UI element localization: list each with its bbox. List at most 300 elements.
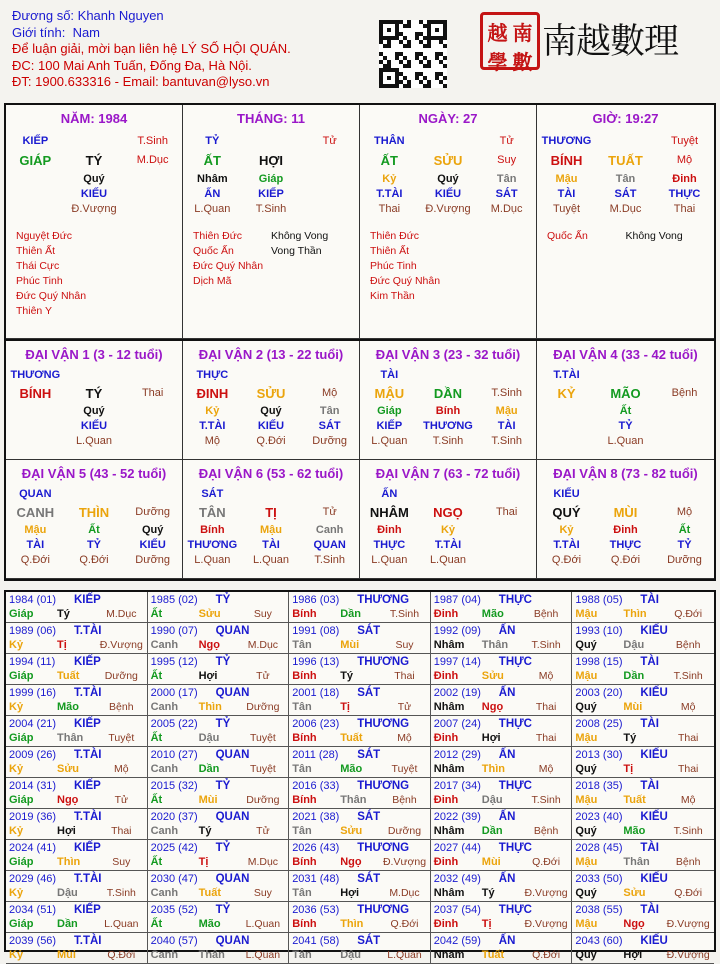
year-label: 1986 (03) (292, 594, 340, 606)
earthly-branch: HỢI (258, 153, 284, 168)
year-branch: Tuất (198, 887, 221, 899)
year-state: M.Dục (389, 887, 420, 899)
year-cell (6, 778, 148, 809)
year-state: Tuyệt (391, 763, 418, 775)
hidden-stem: Tân (615, 173, 636, 185)
year-bottom-row (292, 607, 427, 621)
year-label: 2020 (37) (150, 811, 198, 823)
hidden-state-row (537, 434, 714, 449)
year-branch: Thìn (481, 763, 506, 775)
year-cell (6, 871, 148, 902)
year-top-row (9, 655, 144, 669)
spirit-star: Phúc Tinh (370, 260, 417, 272)
year-cell (148, 902, 290, 933)
heavenly-stem: ẤT (203, 153, 221, 168)
year-branch: Thân (481, 639, 509, 651)
year-branch: Tị (57, 639, 67, 651)
hidden-state: L.Quan (194, 554, 231, 566)
dai-van-cell (360, 341, 537, 460)
year-state: Thai (535, 701, 557, 713)
year-label: 2023 (40) (575, 811, 623, 823)
year-bottom-row (434, 886, 569, 900)
year-bottom-row (9, 638, 144, 652)
year-cell (431, 747, 573, 778)
pillar-state: Suy (497, 154, 517, 166)
year-label: 1994 (11) (9, 656, 56, 668)
dai-van-title: ĐẠI VẬN 2 (13 - 22 tuổi) (198, 347, 344, 362)
year-top-row (9, 748, 144, 762)
year-top-row (434, 934, 569, 948)
year-top-row (575, 903, 711, 917)
year-branch: Dần (623, 670, 645, 682)
hidden-state: T.Sinh (491, 435, 522, 447)
year-ten-god: TỶ (215, 594, 231, 606)
year-stem: Tân (292, 639, 312, 651)
year-ten-god: THƯƠNG (357, 594, 410, 606)
year-state: Bệnh (675, 856, 701, 868)
year-label: 2029 (46) (9, 873, 57, 885)
hidden-stem (123, 172, 182, 187)
year-bottom-row (434, 638, 569, 652)
year-stem: Tân (292, 949, 312, 961)
hidden-state: L.Quan (252, 554, 290, 566)
year-stem: Bính (292, 794, 317, 806)
year-ten-god: THỰC (498, 656, 532, 668)
year-top-row (292, 903, 427, 917)
year-label: 2016 (33) (292, 780, 340, 792)
spirit-stars (360, 229, 536, 304)
hidden-ten-god: T.TÀI (199, 420, 226, 432)
year-cell (431, 623, 573, 654)
hidden-ten-god: SÁT (495, 188, 518, 200)
spirit-star: Vong Thần (271, 245, 322, 257)
spirit-stars-right (448, 229, 526, 304)
year-state: Dưỡng (387, 825, 422, 837)
hidden-stem: Đinh (672, 173, 697, 185)
year-ten-god: T.TÀI (74, 687, 102, 699)
hidden-ten-god: T.TÀI (553, 539, 580, 551)
year-branch: Mão (340, 763, 363, 775)
hidden-state-row (360, 434, 536, 449)
hidden-gods-row (360, 419, 536, 434)
year-ten-god: TỶ (215, 842, 231, 854)
year-bottom-row (575, 700, 711, 714)
hidden-stems-row (537, 172, 714, 187)
hidden-ten-god: QUAN (313, 539, 346, 551)
hidden-state: T.Sinh (255, 203, 287, 215)
hidden-state: L.Quan (429, 554, 467, 566)
year-bottom-row (9, 762, 144, 776)
dai-van-cell (183, 460, 360, 579)
year-ten-god: ẤN (498, 873, 516, 885)
year-label: 1991 (08) (292, 625, 340, 637)
year-state: T.Sinh (389, 608, 420, 620)
year-stem: Bính (292, 856, 317, 868)
spirit-stars (183, 229, 359, 289)
year-ten-god: THƯƠNG (357, 904, 410, 916)
dai-van-can-chi-row (6, 503, 182, 522)
year-state: Đ.Vượng (99, 639, 143, 651)
hidden-ten-god: KIẾU (80, 420, 108, 432)
spirit-stars-left (547, 229, 626, 244)
hidden-stem: Canh (315, 524, 344, 536)
year-cell (289, 623, 431, 654)
year-stem: Nhâm (433, 763, 465, 775)
year-state: Mộ (397, 732, 412, 744)
dai-van-can-chi-row (360, 503, 536, 522)
year-bottom-row (151, 824, 286, 838)
hidden-stem: Giáp (258, 173, 284, 185)
year-bottom-row (9, 700, 144, 714)
dai-van-cell (183, 341, 360, 460)
year-stem: Nhâm (433, 887, 465, 899)
year-cell (148, 685, 290, 716)
year-bottom-row (9, 607, 144, 621)
year-state: Q.Đới (674, 887, 703, 899)
hidden-ten-god: THỰC (373, 539, 406, 551)
pillar-star-right: Tử (322, 135, 337, 147)
year-branch: Sửu (198, 608, 221, 620)
year-ten-god: KIẾU (640, 935, 668, 947)
year-branch: Mão (481, 608, 504, 620)
heavenly-stem: BÍNH (19, 386, 52, 401)
year-branch: Tuất (57, 670, 80, 682)
spirit-star: Phúc Tinh (16, 275, 63, 287)
year-state: Đ.Vượng (666, 918, 710, 930)
year-stem: Quý (575, 949, 597, 961)
year-label: 2038 (55) (575, 904, 623, 916)
year-top-row (575, 872, 711, 886)
year-top-row (292, 593, 427, 607)
year-cell (148, 654, 290, 685)
year-bottom-row (151, 638, 286, 652)
year-ten-god: SÁT (357, 749, 381, 761)
year-state: Q.Đới (532, 949, 561, 961)
year-cell (289, 716, 431, 747)
hidden-state-row (6, 434, 182, 449)
hidden-state: Q.Đới (256, 435, 286, 447)
hidden-state (123, 202, 182, 217)
dai-van-ten-god: THƯƠNG (10, 369, 61, 381)
year-stem: Canh (150, 701, 179, 713)
year-top-row (292, 779, 427, 793)
hidden-gods-row (183, 187, 359, 202)
year-label: 2010 (27) (150, 749, 198, 761)
year-state: Tử (397, 701, 412, 713)
year-bottom-row (434, 855, 569, 869)
year-stem: Giáp (9, 670, 34, 682)
earthly-branch: MÃO (610, 386, 641, 401)
dai-van-state: Thai (495, 506, 518, 518)
dai-van-title: ĐẠI VẬN 6 (53 - 62 tuổi) (198, 466, 344, 481)
year-ten-god: KIẾU (640, 749, 668, 761)
year-bottom-row (575, 638, 711, 652)
dai-van-cell (6, 460, 183, 579)
year-cell (148, 592, 290, 623)
year-branch: Thân (340, 794, 367, 806)
year-label: 1985 (02) (150, 594, 198, 606)
yearly-luck-table (4, 590, 716, 961)
heavenly-stem: CANH (16, 505, 55, 520)
year-ten-god: THỰC (498, 904, 532, 916)
year-ten-god: KIẾU (640, 687, 668, 699)
year-ten-god: QUAN (215, 935, 250, 947)
year-cell (431, 716, 573, 747)
hidden-stem (655, 404, 714, 419)
year-bottom-row (9, 731, 144, 745)
year-branch: Thìn (340, 918, 364, 930)
pillar-ten-god: TỶ (205, 135, 220, 147)
year-stem: Giáp (9, 918, 34, 930)
dai-van-board (4, 341, 716, 581)
year-branch: Dần (481, 825, 503, 837)
year-stem: Mậu (575, 608, 598, 620)
year-cell (289, 840, 431, 871)
year-state: Suy (253, 887, 272, 899)
year-state: Tuyệt (249, 732, 276, 744)
year-state: Đ.Vượng (382, 856, 427, 868)
hidden-state: T.Sinh (314, 554, 345, 566)
dai-van-can-chi-row (183, 503, 359, 522)
year-label: 2034 (51) (9, 904, 57, 916)
heavenly-stem: ĐINH (196, 386, 229, 401)
pillar-cell (537, 105, 714, 339)
hidden-state (477, 553, 536, 568)
year-label: 2035 (52) (150, 904, 198, 916)
year-top-row (575, 655, 711, 669)
year-bottom-row (434, 793, 569, 807)
dai-van-ten-god: KIẾU (553, 488, 580, 500)
year-ten-god: T.TÀI (74, 873, 102, 885)
dai-van-star-row (360, 487, 536, 502)
heavenly-stem: GIÁP (19, 153, 52, 168)
year-stem: Canh (150, 825, 179, 837)
hidden-ten-god: KIẾU (80, 188, 108, 200)
year-label: 2001 (18) (292, 687, 340, 699)
year-ten-god: ẤN (498, 625, 516, 637)
year-bottom-row (434, 669, 569, 683)
year-label: 2017 (34) (433, 780, 481, 792)
pillar-cell (6, 105, 183, 339)
year-branch: Tị (198, 856, 209, 868)
earthly-branch: DẦN (433, 386, 463, 401)
year-top-row (434, 686, 569, 700)
year-bottom-row (575, 855, 711, 869)
pillar-star-row (537, 134, 714, 149)
year-branch: Dậu (198, 732, 220, 744)
year-top-row (434, 779, 569, 793)
year-stem: Mậu (575, 856, 598, 868)
year-stem: Đinh (433, 732, 459, 744)
year-stem: Quý (575, 887, 597, 899)
dai-van-star-row (183, 368, 359, 383)
earthly-branch: TÝ (85, 386, 103, 401)
year-state: L.Quan (387, 949, 422, 961)
hidden-state: L.Quan (194, 203, 231, 215)
year-ten-god: KIẾP (74, 904, 101, 916)
year-ten-god: THỰC (498, 594, 532, 606)
dai-van-state: Tử (322, 506, 337, 518)
year-bottom-row (151, 731, 286, 745)
hidden-state: Đ.Vượng (71, 203, 117, 215)
year-state: L.Quan (245, 949, 281, 961)
year-cell (572, 716, 714, 747)
dai-van-star-row (6, 368, 182, 383)
hidden-stem (300, 172, 359, 187)
year-top-row (575, 624, 711, 638)
year-ten-god: KIẾP (74, 718, 101, 730)
hidden-state (123, 434, 182, 449)
hidden-state: Dưỡng (667, 554, 702, 566)
year-stem: Tân (292, 887, 312, 899)
earthly-branch: SỬU (433, 153, 463, 168)
year-bottom-row (292, 886, 427, 900)
year-branch: Hợi (57, 825, 76, 837)
year-cell (289, 809, 431, 840)
spirit-star: Thiên Ất (370, 245, 410, 257)
hidden-stems-row (360, 172, 536, 187)
year-branch: Dậu (57, 887, 78, 899)
year-stem: Bính (292, 670, 317, 682)
year-state: Bệnh (533, 825, 559, 837)
year-bottom-row (575, 731, 711, 745)
year-branch: Mão (198, 918, 221, 930)
pillar-can-chi-row (537, 151, 714, 170)
pillar-star-right: T.Sinh (137, 135, 168, 147)
year-cell (431, 871, 573, 902)
pillar-title: GIỜ: 19:27 (592, 111, 659, 126)
year-label: 1987 (04) (433, 594, 481, 606)
year-top-row (575, 841, 711, 855)
year-label: 2036 (53) (292, 904, 340, 916)
year-stem: Đinh (433, 670, 459, 682)
year-stem: Giáp (9, 732, 34, 744)
year-cell (148, 809, 290, 840)
hidden-gods-row (537, 187, 714, 202)
year-branch: Ngọ (623, 918, 645, 930)
year-top-row (575, 748, 711, 762)
heavenly-stem: QUÝ (552, 505, 581, 520)
year-top-row (9, 903, 144, 917)
year-state: Q.Đới (390, 918, 419, 930)
year-branch: Mùi (481, 856, 501, 868)
hidden-stem: Kỷ (559, 524, 574, 536)
year-cell (148, 716, 290, 747)
year-cell (572, 778, 714, 809)
dai-van-cell (537, 460, 714, 579)
year-ten-god: TÀI (640, 594, 659, 606)
year-label: 2021 (38) (292, 811, 340, 823)
year-stem: Giáp (9, 608, 34, 620)
year-label: 1998 (15) (575, 656, 623, 668)
spirit-star: Thiên Đức (370, 230, 420, 242)
dai-van-cell (537, 341, 714, 460)
year-top-row (151, 686, 286, 700)
year-state: Bệnh (533, 608, 559, 620)
year-cell (148, 933, 290, 964)
year-bottom-row (575, 886, 711, 900)
spirit-star: Thiên Ất (16, 245, 56, 257)
year-bottom-row (292, 917, 427, 931)
hidden-stems-row (6, 172, 182, 187)
year-stem: Bính (292, 732, 317, 744)
year-state: Thai (677, 732, 699, 744)
year-stem: Mậu (575, 732, 598, 744)
year-state: Mộ (538, 763, 554, 775)
hidden-stems-row (183, 523, 359, 538)
hidden-stem: Quý (260, 405, 282, 417)
year-bottom-row (151, 886, 286, 900)
year-cell (572, 623, 714, 654)
dai-van-ten-god: SÁT (201, 488, 224, 500)
year-cell (431, 902, 573, 933)
hidden-state: Q.Đới (610, 554, 641, 566)
hidden-ten-god: KIẾP (376, 420, 403, 432)
year-top-row (9, 934, 144, 948)
year-bottom-row (151, 669, 286, 683)
year-label: 1990 (07) (150, 625, 198, 637)
year-ten-god: KIẾP (74, 780, 101, 792)
spacer (596, 134, 655, 149)
year-label: 1997 (14) (433, 656, 481, 668)
address-line: ĐC: 100 Mai Anh Tuấn, Đống Đa, Hà Nội. (12, 57, 252, 73)
year-state: Bệnh (675, 639, 701, 651)
year-label: 1992 (09) (433, 625, 481, 637)
year-state: Q.Đới (674, 608, 703, 620)
year-branch: Thân (198, 949, 225, 961)
spirit-stars-right (94, 229, 172, 319)
dai-van-state: Dưỡng (135, 506, 171, 518)
hidden-stem: Kỷ (205, 405, 220, 417)
year-cell (431, 654, 573, 685)
year-cell (572, 685, 714, 716)
year-cell (6, 716, 148, 747)
year-label: 2018 (35) (575, 780, 623, 792)
brand-logo: 南越數理 (542, 22, 679, 62)
year-ten-god: TÀI (640, 780, 659, 792)
year-bottom-row (151, 762, 286, 776)
hidden-state (6, 434, 65, 449)
dai-van-ten-god: ẤN (381, 488, 398, 500)
year-ten-god: TỶ (215, 656, 231, 668)
hidden-state: Dưỡng (312, 435, 348, 447)
earthly-branch: TUẤT (608, 153, 643, 168)
hidden-ten-god: THƯƠNG (187, 539, 238, 551)
year-ten-god: THƯƠNG (357, 780, 410, 792)
year-top-row (151, 748, 286, 762)
year-cell (289, 654, 431, 685)
year-label: 2037 (54) (433, 904, 481, 916)
year-branch: Thân (623, 856, 650, 868)
year-stem: Quý (575, 639, 597, 651)
year-cell (289, 747, 431, 778)
year-stem: Bính (292, 918, 317, 930)
year-branch: Sửu (623, 887, 646, 899)
year-cell (572, 840, 714, 871)
year-label: 1989 (06) (9, 625, 57, 637)
spirit-star: Nguyệt Đức (16, 230, 73, 242)
year-stem: Nhâm (433, 701, 465, 713)
year-top-row (151, 810, 286, 824)
year-ten-god: ẤN (498, 811, 516, 823)
year-ten-god: SÁT (357, 935, 381, 947)
hidden-state-row (360, 553, 536, 568)
year-stem: Giáp (9, 794, 34, 806)
pillar-can-chi-row (6, 151, 182, 170)
year-top-row (9, 779, 144, 793)
year-branch: Dậu (340, 949, 361, 961)
year-state: Tuyệt (108, 732, 135, 744)
